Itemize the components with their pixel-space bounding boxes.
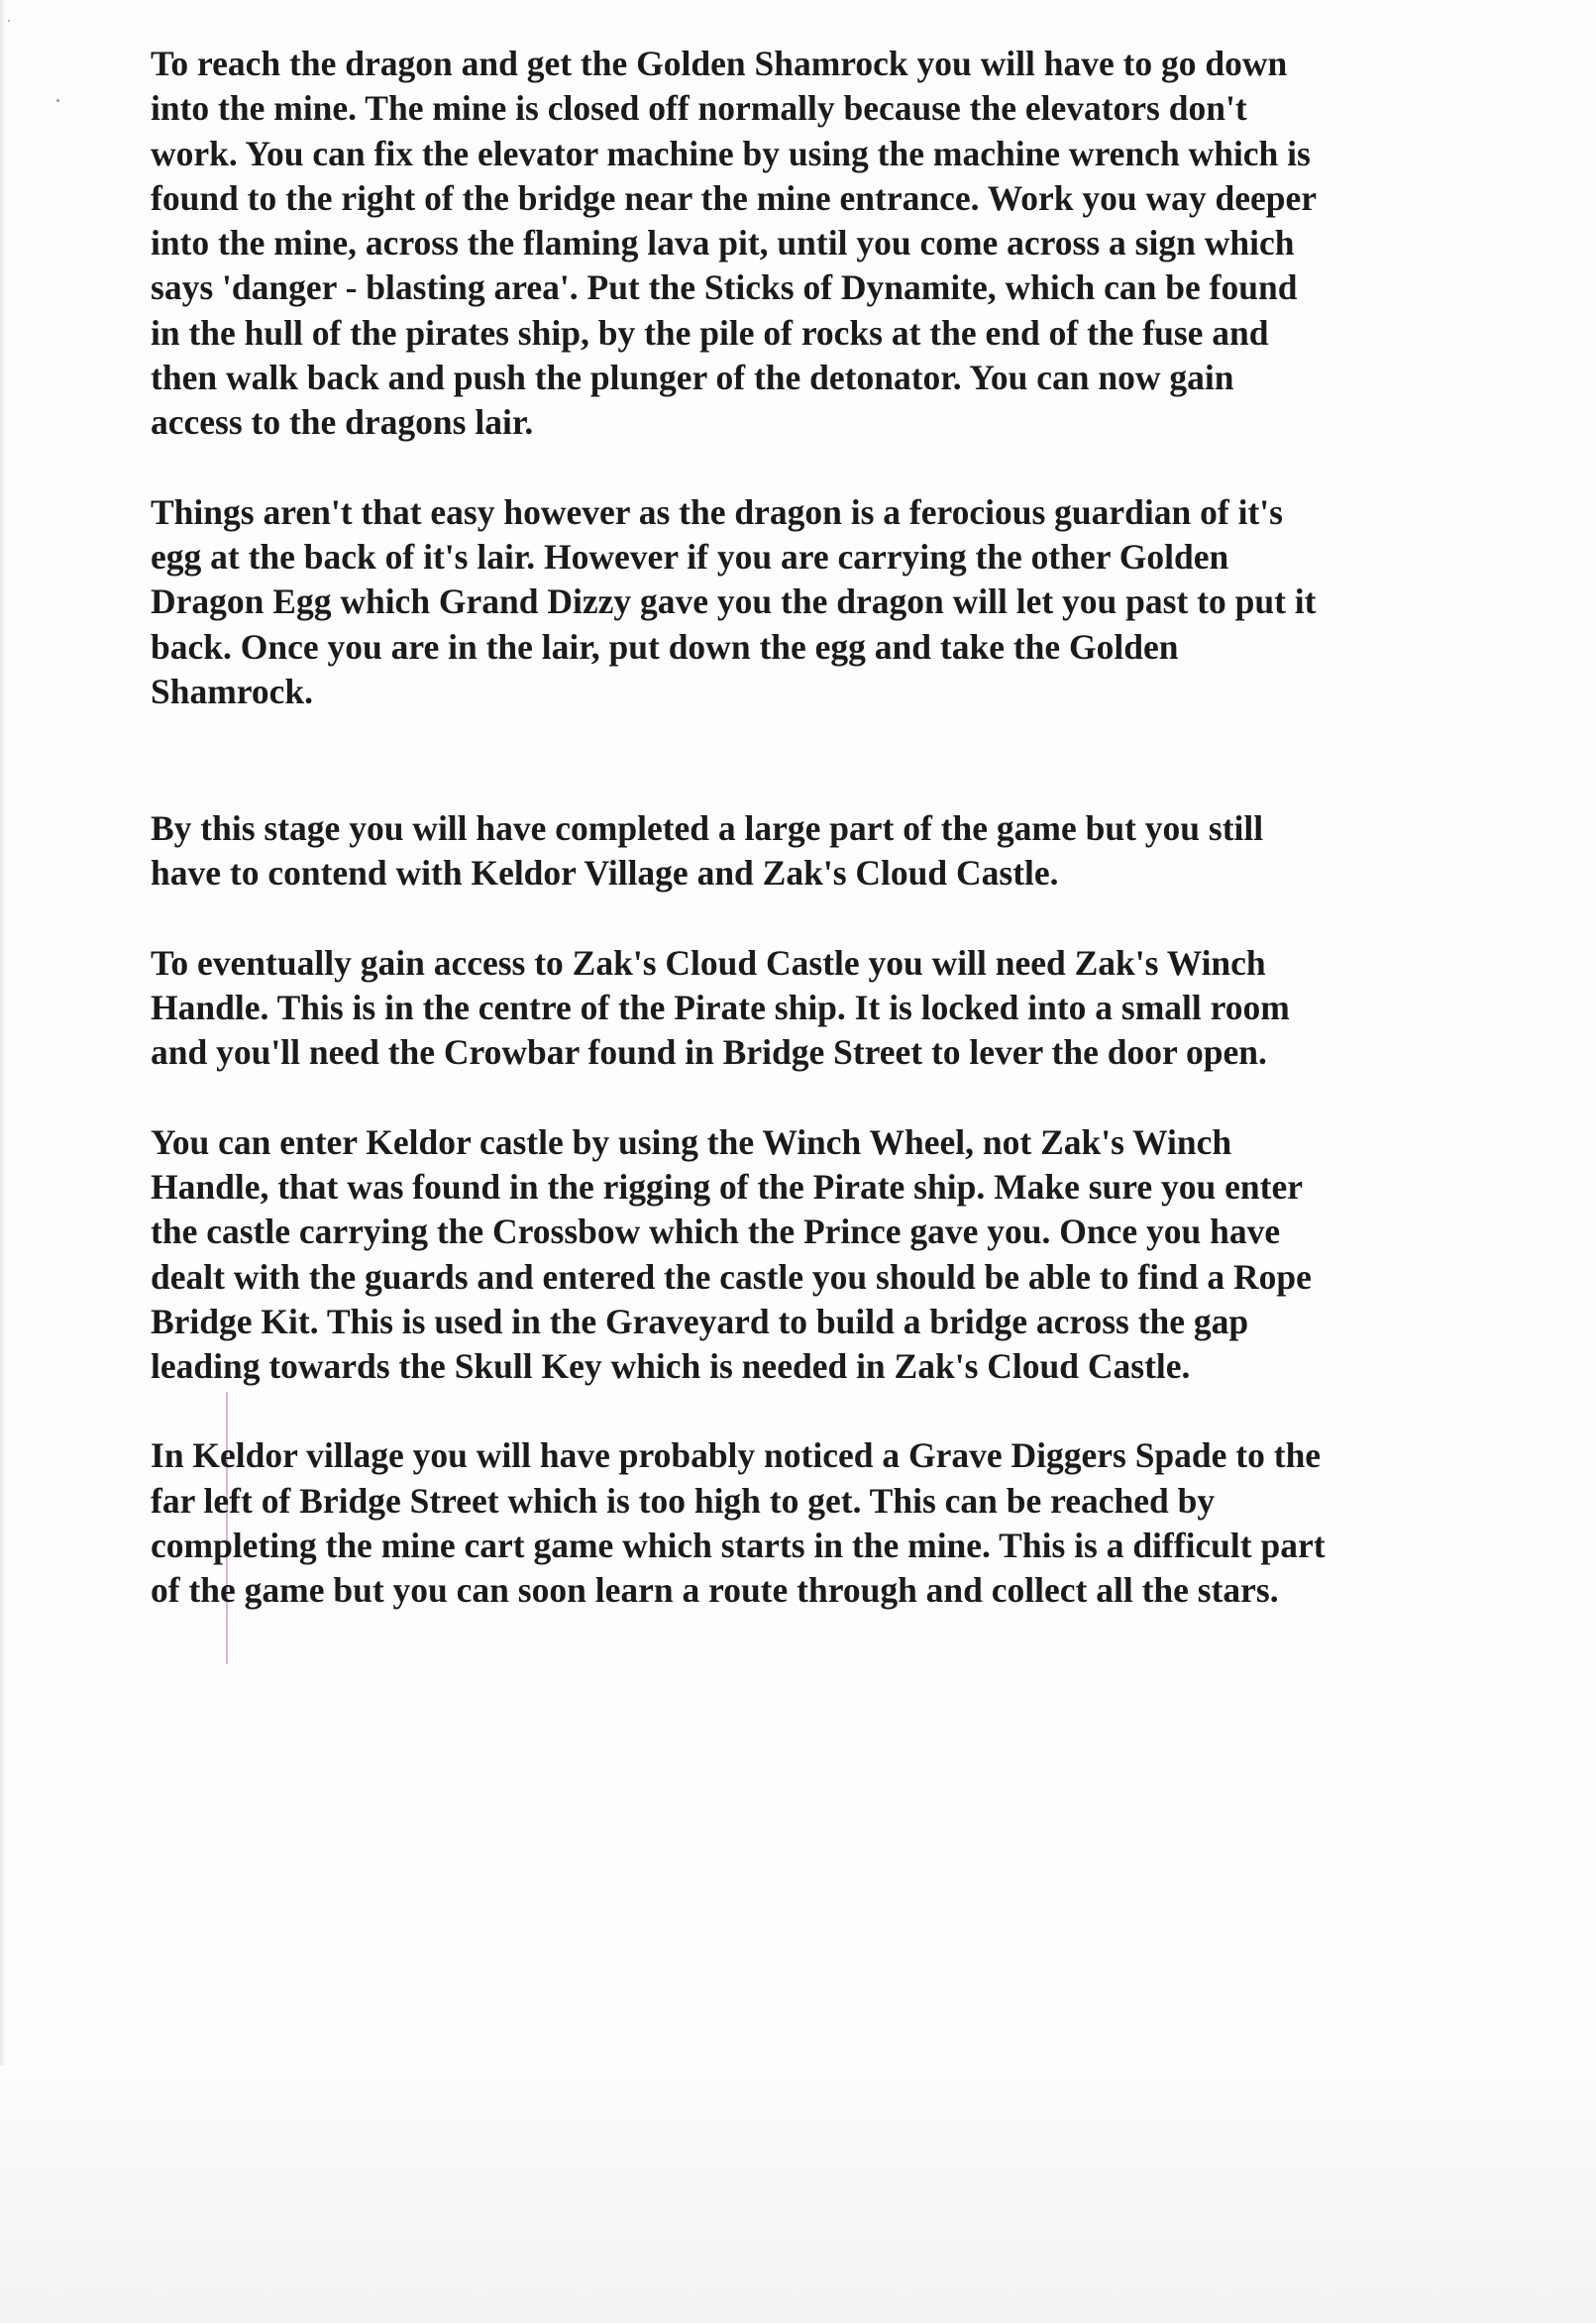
- text-line: the castle carrying the Crossbow which the Prince gave you. Once you have: [151, 1212, 1281, 1252]
- text-line: To eventually gain access to Zak's Cloud Castle you will need Zak's Winch: [151, 942, 1266, 983]
- paragraph-gap: [151, 446, 1473, 490]
- paragraph-dragon-lair: [151, 490, 1473, 714]
- paragraph-gap: [151, 1389, 1473, 1433]
- text-line: back. Once you are in the lair, put down the egg and take the Golden: [151, 626, 1179, 667]
- text-line: Bridge Kit. This is used in the Graveyard to build a bridge across the gap: [151, 1301, 1249, 1341]
- text-line: have to contend with Keldor Village and Zak's Cloud Castle.: [151, 853, 1059, 894]
- paragraph-dragon-mine: [151, 42, 1473, 446]
- text-line: access to the dragons lair.: [151, 402, 534, 443]
- text-line: in the hull of the pirates ship, by the pile of rocks at the end of the fuse and: [151, 312, 1269, 353]
- scan-bottom-shading: [0, 2065, 1596, 2323]
- text-line: into the mine, across the flaming lava pit, until you come across a sign which: [151, 223, 1295, 264]
- scan-speck: [8, 20, 10, 22]
- paragraph-winch-handle: [151, 941, 1473, 1076]
- text-line: Things aren't that easy however as the dragon is a ferocious guardian of it's: [151, 491, 1283, 532]
- paragraph-stage-summary: [151, 806, 1473, 897]
- paragraph-gap: [151, 714, 1473, 806]
- paragraph-gap: [151, 1076, 1473, 1120]
- text-line: dealt with the guards and entered the castle you should be able to find a Rope: [151, 1256, 1312, 1297]
- paragraph-keldor-castle: [151, 1120, 1473, 1390]
- paragraph-grave-diggers-spade: [151, 1433, 1473, 1613]
- text-line: You can enter Keldor castle by using the Winch Wheel, not Zak's Winch: [151, 1121, 1232, 1162]
- text-line: By this stage you will have completed a large part of the game but you still: [151, 808, 1264, 849]
- text-line: says 'danger - blasting area'. Put the Sticks of Dynamite, which can be found: [151, 267, 1298, 308]
- text-line: Handle, that was found in the rigging of the Pirate ship. Make sure you enter: [151, 1166, 1303, 1207]
- text-line: found to the right of the bridge near the mine entrance. Work you way deeper: [151, 177, 1318, 218]
- document-body: [151, 42, 1473, 1614]
- text-line: egg at the back of it's lair. However if you are carrying the other Golden: [151, 536, 1229, 577]
- text-line: far left of Bridge Street which is too high to get. This can be reached by: [151, 1480, 1216, 1521]
- text-line: Handle. This is in the centre of the Pirate ship. It is locked into a small room: [151, 988, 1290, 1028]
- text-line: Shamrock.: [151, 671, 314, 711]
- text-line: then walk back and push the plunger of the detonator. You can now gain: [151, 358, 1234, 398]
- text-line: completing the mine cart game which starts in the mine. This is a difficult part: [151, 1526, 1326, 1566]
- text-line: into the mine. The mine is closed off normally because the elevators don't: [151, 88, 1247, 129]
- text-line: In Keldor village you will have probably noticed a Grave Diggers Spade to the: [151, 1435, 1322, 1476]
- text-line: work. You can fix the elevator machine by using the machine wrench which is: [151, 133, 1311, 173]
- text-line: Dragon Egg which Grand Dizzy gave you the dragon will let you past to put it: [151, 581, 1317, 622]
- paragraph-gap: [151, 897, 1473, 941]
- text-line: of the game but you can soon learn a route through and collect all the stars.: [151, 1570, 1279, 1611]
- scan-edge-shadow: [0, 0, 6, 2323]
- scan-speck: [56, 99, 59, 102]
- text-line: leading towards the Skull Key which is needed in Zak's Cloud Castle.: [151, 1346, 1191, 1387]
- text-line: and you'll need the Crowbar found in Bridge Street to lever the door open.: [151, 1032, 1267, 1073]
- text-line: To reach the dragon and get the Golden Shamrock you will have to go down: [151, 44, 1288, 83]
